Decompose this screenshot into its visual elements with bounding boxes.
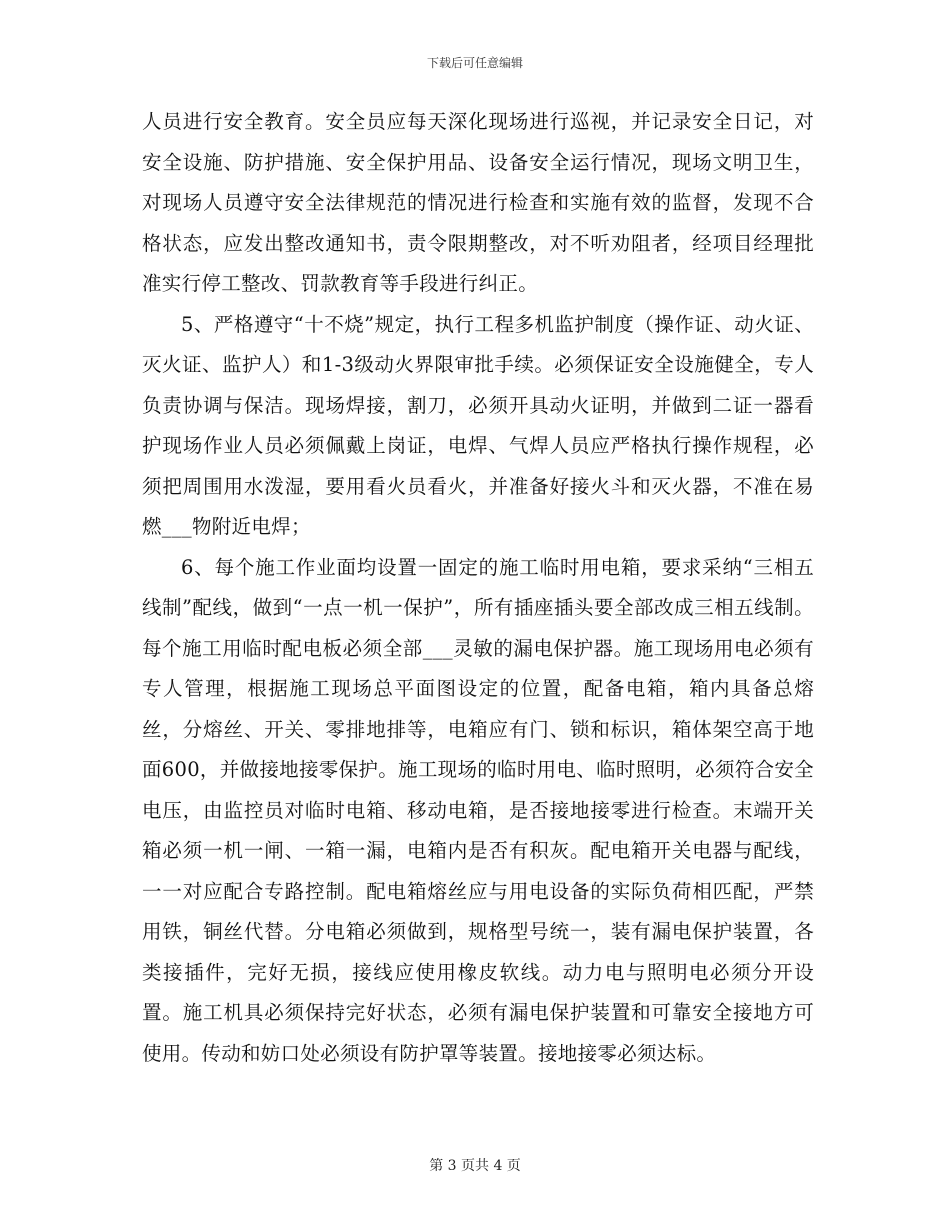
paragraph-item-6: 6、每个施工作业面均设置一固定的施工临时用电箱，要求采纳“三相五线制”配线，做到“一点一机一保护”，所有插座插头要全部改成三相五线制。每个施工用临时配电板必须全部___灵敏的漏电保护器。施工现场用电必须有专人管理，根据施工现场总平面图设定的位置，配备电箱，箱内具备总熔丝，分熔丝、开关、零排地排等，电箱应有门、锁和标识，箱体架空高于地面600，并做接地接零保护。施工现场的临时用电、临时照明，必须符合安全电压，由监控员对临时电箱、移动电箱，是否接地接零进行检查。末端开关箱必须一机一闸、一箱一漏，电箱内是否有积灰。配电箱开关电器与配线，一一对应配合专路控制。配电箱熔丝应与用电设备的实际负荷相匹配，严禁用铁，铜丝代替。分电箱必须做到，规格型号统一，装有漏电保护装置，各类接插件，完好无损，接线应使用橡皮软线。动力电与照明电必须分开设置。施工机具必须保持完好状态，必须有漏电保护装置和可靠安全接地方可使用。传动和妨口处必须设有防护罩等装置。接地接零必须达标。 [142, 555, 814, 1065]
page-header: 下载后可任意编辑 [426, 56, 523, 70]
document-body [142, 102, 814, 1074]
paragraph-continuation: 人员进行安全教育。安全员应每天深化现场进行巡视，并记录安全日记，对安全设施、防护措施、安全保护用品、设备安全运行情况，现场文明卫生，对现场人员遵守安全法律规范的情况进行检查和实施有效的监督，发现不合格状态，应发出整改通知书，责令限期整改，对不听劝阻者，经项目经理批准实行停工整改、罚款教育等手段进行纠正。 [142, 110, 814, 295]
page-footer: 第 3 页共 4 页 [429, 1158, 521, 1174]
paragraph-item-5: 5、严格遵守“十不烧”规定，执行工程多机监护制度（操作证、动火证、灭火证、监护人）和1-3级动火界限审批手续。必须保证安全设施健全，专人负责协调与保洁。现场焊接，割刀，必须开具动火证明，并做到二证一器看护现场作业人员必须佩戴上岗证，电焊、气焊人员应严格执行操作规程，必须把周围用水泼湿，要用看火员看火，并准备好接火斗和灭火器，不准在易燃___物附近电焊； [142, 312, 814, 538]
